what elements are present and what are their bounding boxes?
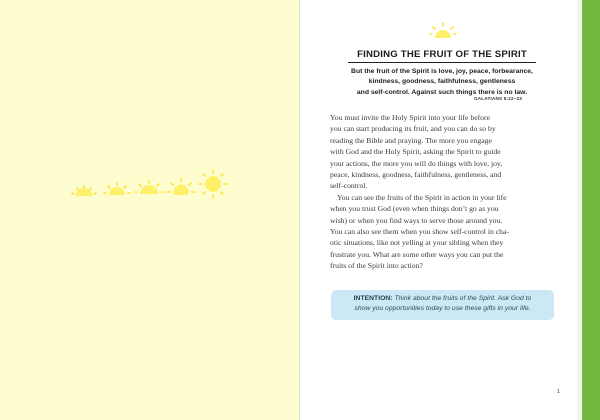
- intention-text: show you opportunities today to use these gifts in your life.: [354, 305, 531, 313]
- scripture-verse: [336, 67, 548, 98]
- page-number: 1: [556, 389, 560, 395]
- verse-reference: GALATIANS 5:22–23: [474, 96, 522, 101]
- body-text: [330, 112, 558, 272]
- sun-icon: [167, 178, 195, 201]
- sun-icon: [135, 181, 163, 194]
- page-title: FINDING THE FRUIT OF THE SPIRIT: [357, 49, 527, 60]
- verse-line: But the fruit of the Spirit is love, joy, peace, forbearance,: [351, 68, 533, 75]
- body-line: reading the Bible and praying. The more you engage: [330, 135, 492, 145]
- body-line: when you trust God (even when things don’t go as you: [330, 204, 499, 214]
- intention-callout: [331, 290, 554, 320]
- body-line: peace, kindness, goodness, faithfulness, gentleness, and: [330, 170, 502, 180]
- body-line: with God and the Holy Spirit, asking the Spirit to guide: [330, 147, 501, 157]
- chapter-color-band: [582, 0, 600, 420]
- body-line: You must invite the Holy Spirit into your life before: [330, 113, 491, 122]
- body-line: You can see the fruits of the Spirit in action in your life: [337, 192, 507, 202]
- body-line: wish) or when you find ways to serve those around you.: [330, 215, 503, 225]
- body-line: your actions, the more you will do things with love, joy,: [330, 158, 503, 168]
- verse-line: kindness, goodness, faithfulness, gentleness: [368, 78, 516, 86]
- sun-icon: [199, 170, 227, 198]
- body-line: otic situations, like not yelling at your sibling when they: [330, 238, 504, 248]
- body-line: fruits of the Spirit into action?: [330, 261, 423, 271]
- body-line: self-control.: [330, 181, 368, 191]
- body-line: You can also see them when you show self-control in cha-: [330, 227, 509, 237]
- body-line: frustrate you. What are some other ways you can put the: [330, 249, 504, 259]
- body-line: you can start producing its fruit, and you can do so by: [330, 124, 496, 134]
- intention-text: Think about the fruits of the Spirit. Ask God to: [394, 295, 532, 302]
- sun-icon: [429, 22, 457, 40]
- intention-label: INTENTION:: [353, 295, 393, 302]
- sun-icon: [72, 186, 96, 196]
- sun-icon: [104, 183, 130, 195]
- title-divider: [348, 62, 536, 63]
- verse-line: and self-control. Against such things there is no law.: [356, 88, 528, 96]
- intention-line: [331, 294, 554, 304]
